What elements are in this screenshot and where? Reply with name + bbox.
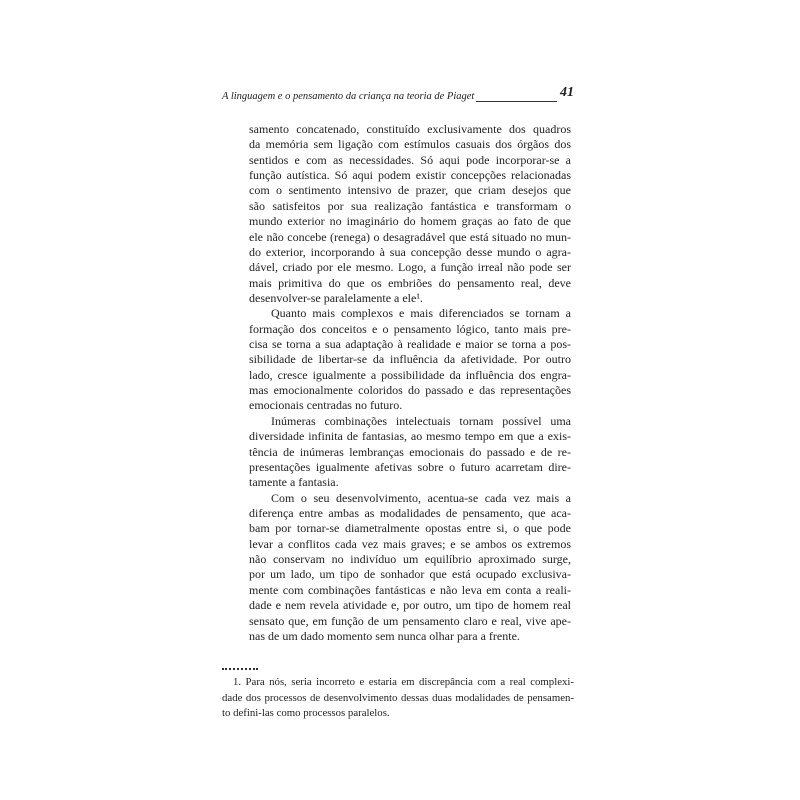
running-title: A linguagem e o pensamento da criança na teoria de Piaget — [222, 91, 475, 102]
body-line: mas emocionalmente coloridos do passado e das representações — [249, 383, 571, 398]
body-line: do exterior, incorporando à sua concepção desse mundo o agra- — [249, 244, 571, 259]
body-line: mundo exterior no imaginário do homem graças ao fato de que — [249, 214, 571, 229]
body-line: sibilidade de libertar-se da influência da afetividade. Por outro — [249, 352, 571, 367]
body-line: samento concatenado, constituído exclusivamente dos quadros — [249, 122, 571, 136]
body-line: dade e nem revela atividade e, por outro, um tipo de homem real — [249, 598, 571, 613]
paragraph — [249, 306, 571, 414]
body-line: nas de um dado momento sem nunca olhar para a frente. — [249, 628, 520, 643]
paragraph-continued — [249, 122, 571, 306]
body-line: ele não concebe (renega) o desagradável que está situado no mun- — [249, 229, 571, 244]
body-line: mais primitiva do que os embriões do pensamento real, deve — [249, 275, 571, 290]
header-rule — [476, 101, 557, 102]
body-line: Quanto mais complexos e mais diferenciados se tornam a — [271, 306, 571, 321]
footnote-separator — [222, 668, 258, 670]
body-line: bam por tornar-se diametralmente opostas entre si, o que pode — [249, 521, 571, 536]
body-line: presentações igualmente afetivas sobre o futuro acarretam dire- — [249, 459, 571, 474]
body-line: são satisfeitos por sua realização fantástica e transformam o — [249, 198, 571, 213]
body-line: função autística. Só aqui podem existir concepções relacionadas — [249, 168, 571, 183]
body-line: emocionais centradas no futuro. — [249, 398, 403, 413]
body-line: sentidos e com as necessidades. Só aqui pode incorporar-se a — [249, 152, 571, 167]
body-line: lado, cresce igualmente a possibilidade da influência dos engra- — [249, 367, 571, 382]
body-line: tamente a fantasia. — [249, 475, 339, 490]
body-line: cisa se torna a sua adaptação à realidade e maior se torna a pos- — [249, 337, 571, 352]
body-line: dável, criado por ele mesmo. Logo, a função irreal não pode ser — [249, 260, 571, 275]
body-line: por um lado, um tipo de sonhador que está ocupado exclusiva- — [249, 567, 571, 582]
body-line: diferença entre ambas as modalidades de pensamento, que aca- — [249, 505, 571, 520]
body-line: Com o seu desenvolvimento, acentua-se cada vez mais a — [271, 490, 571, 505]
body-line: tência de inúmeras lembranças emocionais do passado e de re- — [249, 444, 571, 459]
body-line: com o sentimento intensivo de prazer, que criam desejos que — [249, 183, 571, 198]
body-text — [249, 122, 571, 644]
body-line: não conservam no indivíduo um equilíbrio aproximado surge, — [249, 552, 571, 567]
body-line: Inúmeras combinações intelectuais tornam possível uma — [271, 413, 571, 428]
paragraph — [249, 414, 571, 491]
footnote-line: dade dos processos de desenvolvimento dessas duas modalidades de pensamen- — [222, 691, 574, 704]
body-line: mente com combinações fantásticas e não leva em conta a reali- — [249, 582, 571, 597]
footnote-line: 1. Para nós, seria incorreto e estaria em discrepância com a real complexi- — [233, 676, 574, 688]
body-line: diversidade infinita de fantasias, ao mesmo tempo em que a exis- — [249, 429, 571, 444]
footnotes — [222, 675, 574, 722]
body-line-with-footnote-ref: desenvolver-se paralelamente a ele¹. — [249, 290, 423, 305]
body-line: da memória sem ligação com estímulos casuais dos órgãos dos — [249, 137, 571, 152]
body-line: formação dos conceitos e o pensamento lógico, tanto mais pre- — [249, 321, 571, 336]
paragraph — [249, 491, 571, 645]
footnote-line: to defini-las como processos paralelos. — [222, 707, 390, 719]
body-line: sensato que, em função de um pensamento claro e real, vive ape- — [249, 613, 571, 628]
body-line: levar a conflitos cada vez mais graves; e se ambos os extremos — [249, 536, 571, 551]
page-number: 41 — [560, 85, 574, 100]
running-head — [222, 84, 574, 103]
